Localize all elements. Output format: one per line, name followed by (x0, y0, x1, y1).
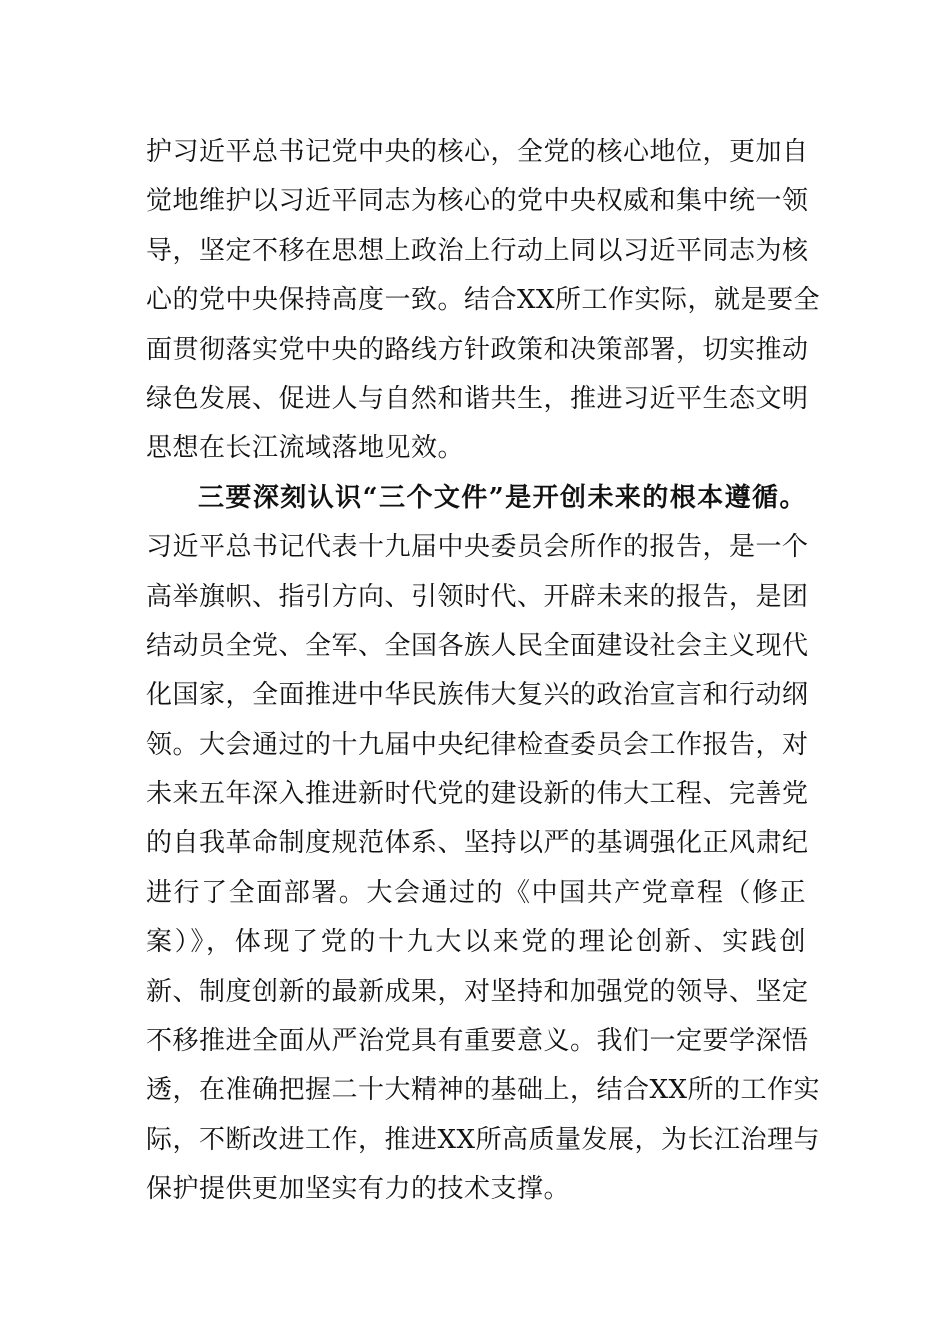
paragraph-line: 结动员全党、全军、全国各族人民全面建设社会主义现代 (146, 630, 809, 661)
paragraph-line: 思想在长江流域落地见效。 (146, 433, 465, 464)
paragraph-line: 心的党中央保持高度一致。结合XX所工作实际，就是要全 (146, 285, 821, 316)
paragraph-line: 化国家，全面推进中华民族伟大复兴的政治宣言和行动纲 (146, 680, 809, 711)
paragraph-line: 导，坚定不移在思想上政治上行动上同以习近平同志为核 (146, 235, 809, 266)
paragraph-line: 面贯彻落实党中央的路线方针政策和决策部署，切实推动 (146, 334, 809, 365)
paragraph-line: 领。大会通过的十九届中央纪律检查委员会工作报告，对 (146, 729, 809, 760)
paragraph-line: 绿色发展、促进人与自然和谐共生，推进习近平生态文明 (146, 383, 809, 414)
document-body (146, 128, 821, 1215)
paragraph-line: 习近平总书记代表十九届中央委员会所作的报告，是一个 (146, 532, 809, 563)
paragraph-line: 透，在准确把握二十大精神的基础上，结合XX所的工作实 (146, 1075, 821, 1106)
paragraph-line: 案）》，体现了党的十九大以来党的理论创新、实践创 (146, 927, 806, 958)
paragraph-line: 不移推进全面从严治党具有重要意义。我们一定要学深悟 (146, 1026, 809, 1057)
paragraph-line: 护习近平总书记党中央的核心，全党的核心地位，更加自 (146, 137, 809, 167)
paragraph-line: 际，不断改进工作，推进XX所高质量发展，为长江治理与 (146, 1124, 821, 1155)
paragraph-line: 进行了全面部署。大会通过的《中国共产党章程（修正 (146, 877, 806, 908)
paragraph-line: 觉地维护以习近平同志为核心的党中央权威和集中统一领 (146, 186, 809, 217)
paragraph-line: 新、制度创新的最新成果，对坚持和加强党的领导、坚定 (146, 976, 809, 1007)
paragraph-line: 的自我革命制度规范体系、坚持以严的基调强化正风肃纪 (146, 828, 809, 859)
paragraph-line: 保护提供更加坚实有力的技术支撑。 (146, 1174, 571, 1205)
section-heading-line: 三要深刻认识“三个文件”是开创未来的根本遵循。 (198, 482, 806, 513)
paragraph-line: 未来五年深入推进新时代党的建设新的伟大工程、完善党 (146, 779, 809, 810)
paragraph-line: 高举旗帜、指引方向、引领时代、开辟未来的报告，是团 (146, 581, 809, 612)
